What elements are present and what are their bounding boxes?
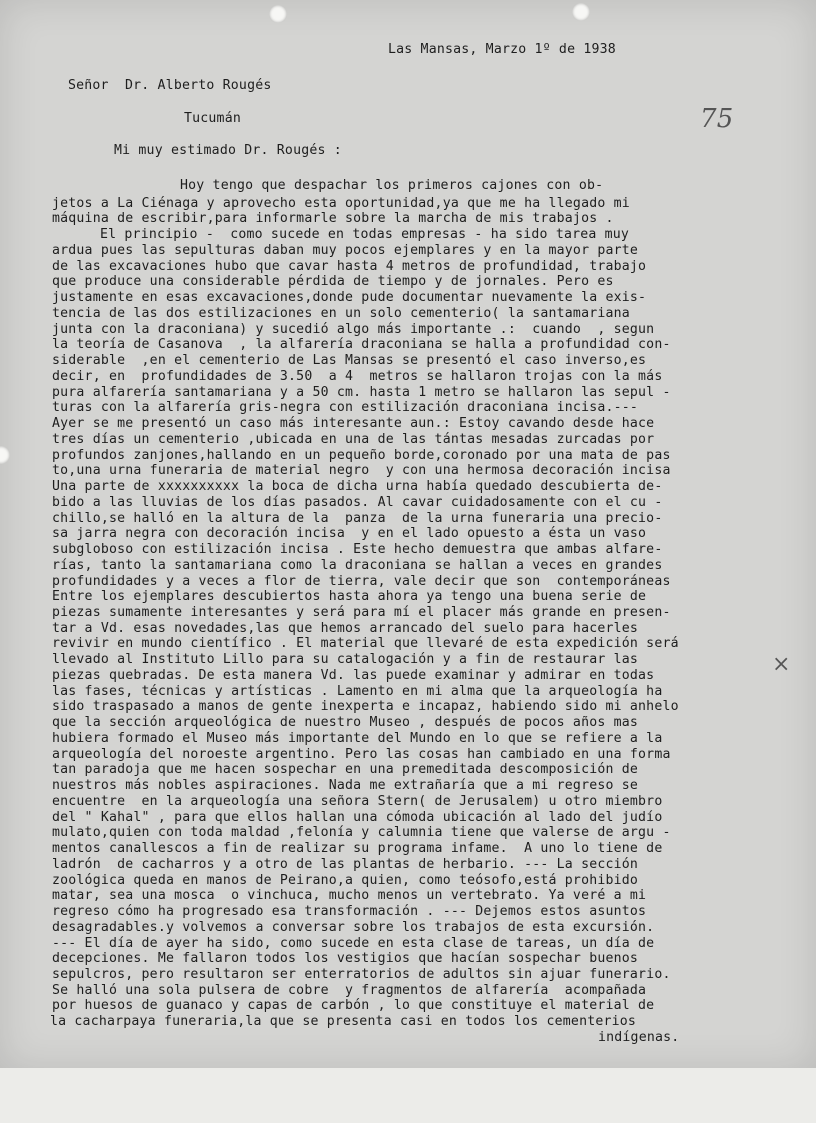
body-line: Una parte de xxxxxxxxxx la boca de dicha urna había quedado descubierta de- bbox=[52, 479, 663, 495]
body-line: Entre los ejemplares descubiertos hasta ahora ya tengo una buena serie de bbox=[52, 589, 647, 605]
body-line: llevado al Instituto Lillo para su catalogación y a fin de restaurar las bbox=[52, 652, 639, 668]
body-line: máquina de escribir,para informarle sobre la marcha de mis trabajos . bbox=[52, 211, 614, 227]
body-line: rías, tanto la santamariana como la draconiana se hallan a veces en grandes bbox=[52, 557, 663, 573]
body-line: nuestros más nobles aspiraciones. Nada me extrañaría que a mi regreso se bbox=[52, 778, 639, 794]
body-line: profundidades y a veces a flor de tierra, vale decir que son contemporáneas bbox=[52, 573, 671, 589]
body-line: tres días un cementerio ,ubicada en una de las tántas mesadas zurcadas por bbox=[52, 431, 655, 447]
body-line: sepulcros, pero resultaron ser enterratorios de adultos sin ajuar funerario. bbox=[52, 967, 671, 982]
body-line: chillo,se halló en la altura de la panza de la urna funeraria una precio- bbox=[52, 510, 663, 526]
body-line: la teoría de Casanova , la alfarería draconiana se halla a profundidad con- bbox=[52, 337, 671, 353]
body-line: Ayer se me presentó un caso más interesante aun.: Estoy cavando desde hace bbox=[52, 416, 655, 432]
body-line: pura alfarería santamariana y a 50 cm. hasta 1 metro se hallaron las sepul - bbox=[52, 384, 671, 400]
body-line: la cacharpaya funeraria,la que se presenta casi en todos los cementerios bbox=[50, 1014, 637, 1030]
body-line: siderable ,en el cementerio de Las Mansas se presentó el caso inverso,es bbox=[52, 353, 647, 369]
body-line: decir, en profundidades de 3.50 a 4 metros se hallaron trojas con la más bbox=[52, 368, 663, 384]
body-line: que la sección arqueológica de nuestro Museo , después de pocos años mas bbox=[52, 715, 639, 731]
body-line: --- El día de ayer ha sido, como sucede en esta clase de tareas, un día de bbox=[52, 935, 655, 951]
body-line: ladrón de cacharros y a otro de las plantas de herbario. --- La sección bbox=[52, 856, 639, 872]
body-line: decepciones. Me fallaron todos los vestigios que hacían sospechar buenos bbox=[52, 951, 639, 967]
body-line: indígenas. bbox=[598, 1029, 680, 1045]
body-line: que produce una considerable pérdida de tiempo y de jornales. Pero es bbox=[52, 274, 614, 290]
body-line: ardua pues las sepulturas daban muy pocos ejemplares y en la mayor parte bbox=[52, 242, 639, 258]
body-line: del " Kahal" , para que ellos hallan una cómoda ubicación al lado del judío bbox=[52, 809, 663, 825]
body-line: tan paradoja que me hacen sospechar en una premeditada descomposición de bbox=[52, 762, 639, 778]
body-line: tar a Vd. esas novedades,las que hemos arrancado del suelo para hacerles bbox=[52, 620, 639, 636]
body-line: Se halló una sola pulsera de cobre y fragmentos de alfarería acompañada bbox=[52, 982, 647, 998]
body-line: desagradables.y volvemos a conversar sobre los trabajos de esta excursión. bbox=[52, 919, 655, 935]
body-line: to,una urna funeraria de material negro y con una hermosa decoración incisa bbox=[52, 463, 671, 479]
margin-mark: × bbox=[772, 652, 791, 677]
salutation-city: Tucumán bbox=[184, 111, 241, 126]
body-line: mentos canallescos a fin de realizar su programa infame. A uno lo tiene de bbox=[52, 841, 663, 857]
salutation-recipient: Señor Dr. Alberto Rougés bbox=[68, 78, 272, 93]
date-line: Las Mansas, Marzo 1º de 1938 bbox=[388, 42, 616, 57]
body-line: las fases, técnicas y artísticas . Lamento en mi alma que la arqueología ha bbox=[52, 683, 663, 699]
body-line: justamente en esas excavaciones,donde pude documentar nuevamente la exis- bbox=[52, 290, 647, 306]
body-line: bido a las lluvias de los días pasados. Al cavar cuidadosamente con el cu - bbox=[52, 494, 663, 510]
body-line: piezas sumamente interesantes y será para mí el placer más grande en presen- bbox=[52, 604, 671, 620]
body-line: mulato,quien con toda maldad ,felonía y calumnia tiene que valerse de argu - bbox=[52, 825, 671, 841]
body-line: junta con la draconiana) y sucedió algo más importante .: cuando , segun bbox=[52, 321, 655, 337]
body-line: por huesos de guanaco y capas de carbón , lo que constituye el material de bbox=[52, 998, 655, 1014]
salutation-greeting: Mi muy estimado Dr. Rougés : bbox=[114, 143, 342, 158]
body-line: jetos a La Ciénaga y aprovecho esta oportunidad,ya que me ha llegado mi bbox=[52, 195, 630, 211]
body-line: tencia de las dos estilizaciones en un solo cementerio( la santamariana bbox=[52, 305, 630, 321]
body-line: regreso cómo ha progresado esa transformación . --- Dejemos estos asuntos bbox=[52, 904, 647, 920]
body-line: sido traspasado a manos de gente inexperta e incapaz, habiendo sido mi anhelo bbox=[52, 699, 679, 715]
body-line: profundos zanjones,hallando en un pequeño borde,coronado por una mata de pas bbox=[52, 447, 671, 463]
body-line: zoológica queda en manos de Peirano,a quien, como teósofo,está prohibido bbox=[52, 872, 639, 888]
body-line: encuentre en la arqueología una señora Stern( de Jerusalem) u otro miembro bbox=[52, 793, 663, 809]
scan-background bbox=[0, 1068, 816, 1123]
body-line: arqueología del noroeste argentino. Pero las cosas han cambiado en una forma bbox=[52, 746, 671, 762]
body-line: matar, sea una mosca o vinchuca, mucho menos un vertebrato. Ya veré a mi bbox=[52, 888, 647, 904]
body-line: revivir en mundo científico . El material que llevaré de esta expedición será bbox=[52, 636, 679, 652]
body-line: hubiera formado el Museo más importante del Mundo en lo que se refiere a la bbox=[52, 730, 663, 746]
body-line: turas con la alfarería gris-negra con estilización draconiana incisa.--- bbox=[52, 400, 639, 416]
body-line: sa jarra negra con decoración incisa y en el lado opuesto a ésta un vaso bbox=[52, 526, 647, 542]
body-line: Hoy tengo que despachar los primeros cajones con ob- bbox=[180, 178, 604, 193]
body-line: subgloboso con estilización incisa . Este hecho demuestra que ambas alfare- bbox=[52, 542, 663, 558]
body-line: piezas quebradas. De esta manera Vd. las puede examinar y admirar en todas bbox=[52, 667, 655, 683]
body-line: de las excavaciones hubo que cavar hasta 4 metros de profundidad, trabajo bbox=[52, 258, 647, 274]
body-line: El principio - como sucede en todas empresas - ha sido tarea muy bbox=[100, 227, 630, 243]
margin-note: 75 bbox=[700, 104, 734, 134]
